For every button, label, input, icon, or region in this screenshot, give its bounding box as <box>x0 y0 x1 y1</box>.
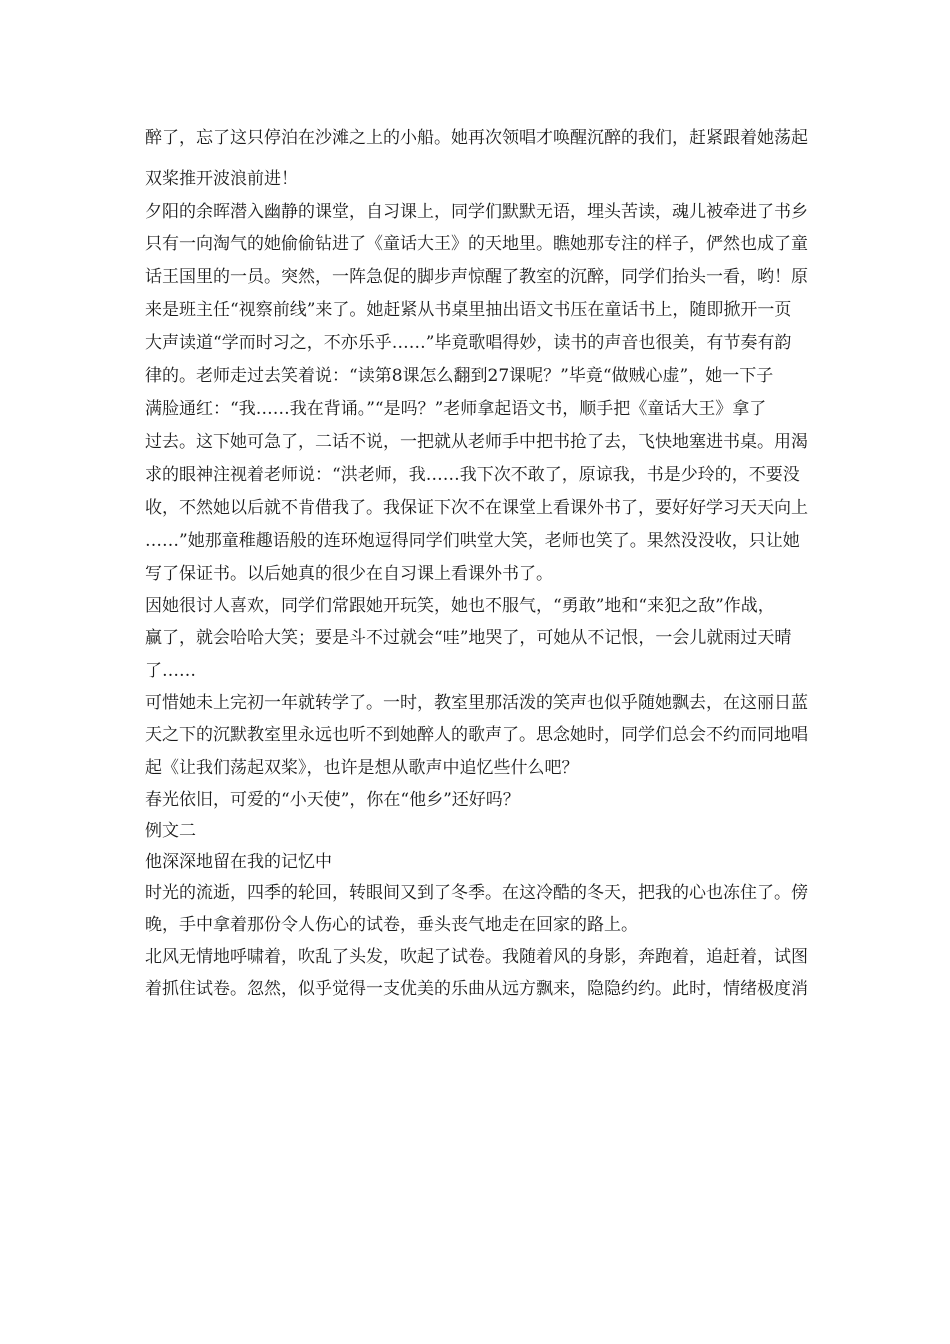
text-line: 可惜她未上完初一年就转学了。一时，教室里那活泼的笑声也似乎随她飘去，在这丽日蓝 <box>145 693 808 713</box>
text-line: 来是班主任“视察前线”来了。她赶紧从书桌里抽出语文书压在童话书上，随即掀开一页 <box>145 300 792 320</box>
text-line: 晚，手中拿着那份令人伤心的试卷，垂头丧气地走在回家的路上。 <box>145 915 638 935</box>
text-line: 夕阳的余晖潜入幽静的课堂，自习课上，同学们默默无语，埋头苦读，魂儿被牵进了书乡 <box>145 202 808 222</box>
text-line: 只有一向淘气的她偷偷钻进了《童话大王》的天地里。瞧她那专注的样子，俨然也成了童 <box>145 234 808 254</box>
text-line: 话王国里的一员。突然，一阵急促的脚步声惊醒了教室的沉醉，同学们抬头一看，哟！原 <box>145 267 808 287</box>
text-line: 着抓住试卷。忽然，似乎觉得一支优美的乐曲从远方飘来，隐隐约约。此时，情绪极度消 <box>145 979 808 999</box>
section-heading: 例文二 <box>145 821 196 841</box>
text-line: 醉了，忘了这只停泊在沙滩之上的小船。她再次领唱才唤醒沉醉的我们，赶紧跟着她荡起 <box>145 128 808 148</box>
text-line: 满脸通红：“我……我在背诵。”“是吗？”老师拿起语文书，顺手把《童话大王》拿了 <box>145 399 767 419</box>
text-line: 起《让我们荡起双桨》，也许是想从歌声中追忆些什么吧？ <box>145 758 579 778</box>
text-line: 大声读道“学而时习之，不亦乐乎……”毕竟歌唱得妙，读书的声音也很美，有节奏有韵 <box>145 333 792 353</box>
text-line: 时光的流逝，四季的轮回，转眼间又到了冬季。在这冷酷的冬天，把我的心也冻住了。傍 <box>145 883 808 903</box>
text-line: 春光依旧，可爱的“小天使”，你在“他乡”还好吗？ <box>145 790 520 810</box>
text-line: 写了保证书。以后她真的很少在自习课上看课外书了。 <box>145 564 553 584</box>
text-line: 律的。老师走过去笑着说：“读第8课怎么翻到27课呢？”毕竟“做贼心虚”，她一下子 <box>145 366 774 386</box>
text-line: 求的眼神注视着老师说：“洪老师，我……我下次不敢了，原谅我，书是少玲的，不要没 <box>145 465 800 485</box>
text-line: 赢了，就会哈哈大笑；要是斗不过就会“哇”地哭了，可她从不记恨，一会儿就雨过天晴 <box>145 628 792 648</box>
text-line: 北风无情地呼啸着，吹乱了头发，吹起了试卷。我随着风的身影，奔跑着，追赶着，试图 <box>145 947 808 967</box>
essay-title: 他深深地留在我的记忆中 <box>145 852 332 872</box>
document-body <box>145 120 810 1006</box>
text-line: 因她很讨人喜欢，同学们常跟她开玩笑，她也不服气，“勇敢”地和“来犯之敌”作战， <box>145 596 775 616</box>
text-line: 收，不然她以后就不肯借我了。我保证下次不在课堂上看课外书了，要好好学习天天向上 <box>145 498 808 518</box>
text-line: 天之下的沉默教室里永远也听不到她醉人的歌声了。思念她时，同学们总会不约而同地唱 <box>145 725 808 745</box>
text-line: 双桨推开波浪前进！ <box>145 169 298 189</box>
text-line: 过去。这下她可急了，二话不说，一把就从老师手中把书抢了去，飞快地塞进书桌。用渴 <box>145 432 808 452</box>
text-line: ……”她那童稚趣语般的连环炮逗得同学们哄堂大笑，老师也笑了。果然没没收，只让她 <box>145 531 800 551</box>
text-line: 了…… <box>145 661 196 681</box>
